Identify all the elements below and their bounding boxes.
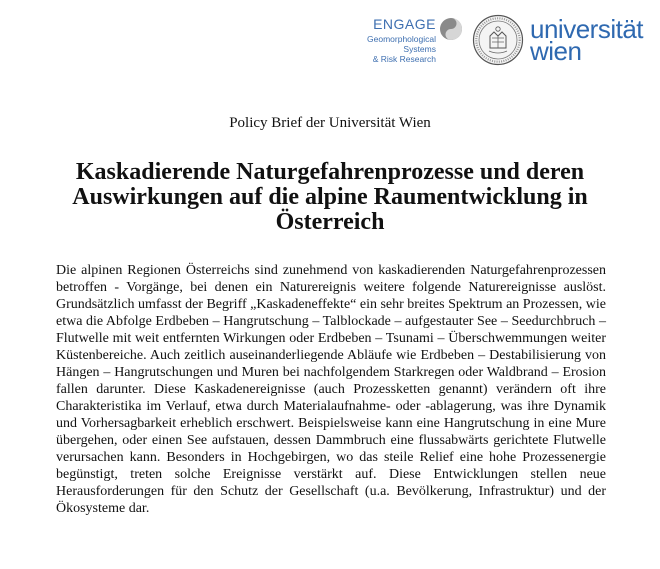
university-seal-icon: [472, 14, 524, 66]
engage-name: ENGAGE: [373, 16, 436, 32]
engage-logo: [336, 16, 436, 64]
title-line-1: Kaskadierende Naturgefahrenprozesse und deren: [75, 159, 585, 185]
university-name-line2: wien: [530, 36, 582, 66]
engage-subtitle-line1: Geomorphological Systems: [367, 34, 436, 54]
title-line-2: Auswirkungen auf die alpine Raumentwicklung in: [72, 184, 588, 210]
engage-emblem-icon: [439, 17, 463, 41]
header-logos: [336, 14, 646, 70]
university-name-line1: universität: [530, 14, 643, 44]
policy-brief-label: Policy Brief der Universität Wien: [229, 115, 431, 131]
university-wordmark: [530, 14, 643, 66]
title-line-3: Österreich: [275, 209, 385, 235]
document-title: [20, 160, 640, 235]
engage-subtitle-line2: & Risk Research: [372, 54, 436, 64]
abstract-paragraph: Die alpinen Regionen Österreichs sind zunehmend von kaskadierenden Naturgefahrenprozessen betroffen - Vorgänge, bei denen ein Naturereignis weitere folgende Naturereignisse auslöst. Grundsätzlich umfasst der Begriff „Kaskadeneffekte“ ein sehr breites Spektrum an Prozessen, wie etwa die Abfolge Erdbeben – Hangrutschung – Talblockade – aufgestauter See – Seedurchbruch – Flutwelle mit weit entfernten Wirkungen oder Erdbeben – Tsunami – Überschwemmungen weiter Küstenbereiche. Auch zeitlich auseinanderliegende Abläufe wie Erdbeben – Destabilisierung von Hängen – Hangrutschungen und Muren bei nachfolgendem Starkregen oder Waldbrand – Erosion fallen darunter. Diese Kaskadenereignisse (auch Prozessketten genannt) verändern oft ihre Charakteristika im Verlauf, etwa durch Materialaufnahme- oder -ablagerung, was ihre Dynamik und Vorhersagbarkeit erheblich erschwert. Beispielsweise kann eine Hangrutschung in eine Mure übergehen, oder einen See aufstauen, dessen Dammbruch eine flussabwärts gerichtete Flutwelle verursachen kann. Besonders in Hochgebirgen, wo das steile Relief eine hohe Prozessenergie begünstigt, treten solche Ereignisse verstärkt auf. Diese Entwicklungen stellen neue Herausforderungen für den Schutz der Gesellschaft (u.a. Bevölkerung, Infrastruktur) und der Ökosysteme dar.: [56, 263, 606, 516]
